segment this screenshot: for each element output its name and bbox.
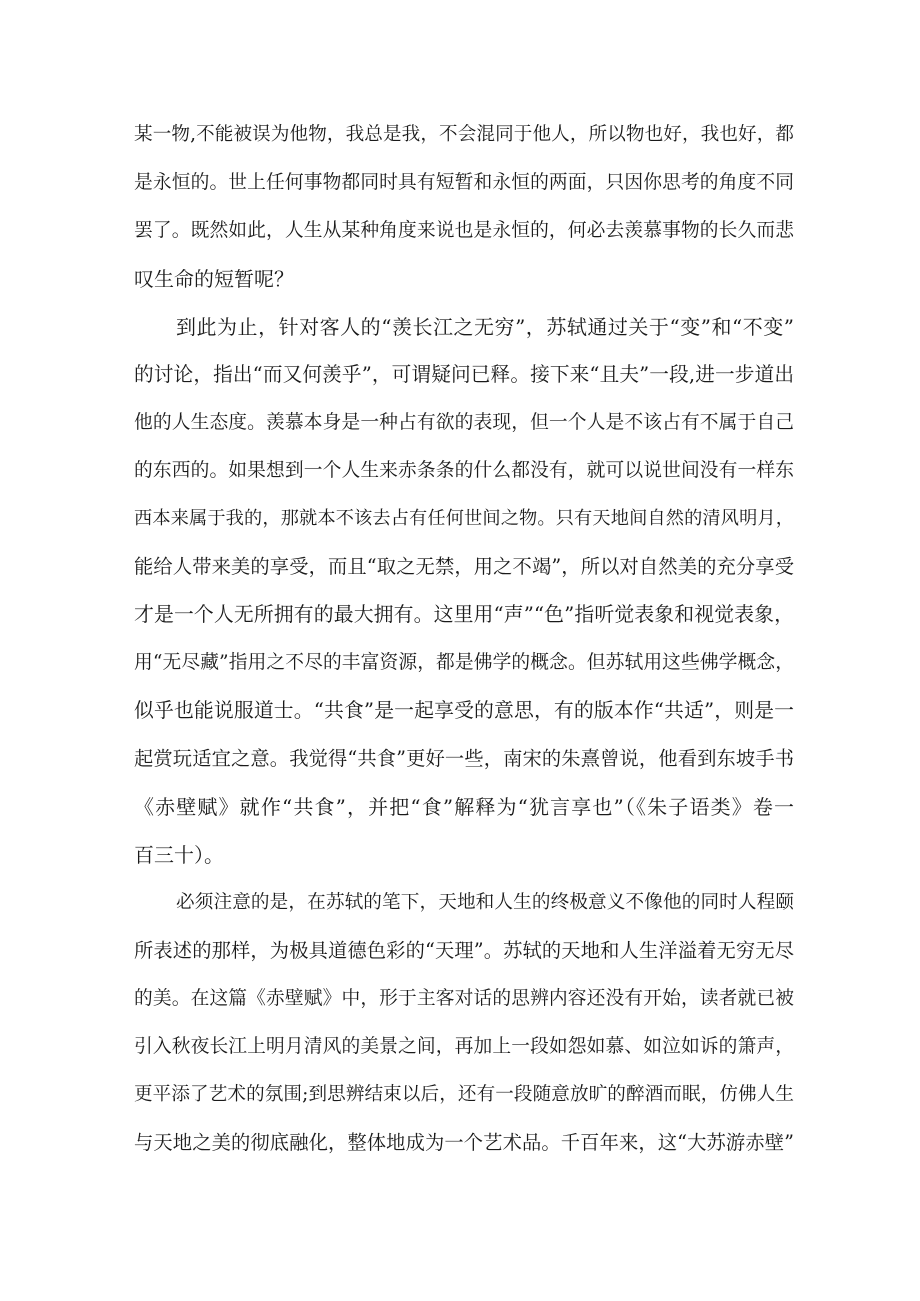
text-line: 更平添了艺术的氛围;到思辨结束以后，还有一段随意放旷的醉酒而眠，仿佛人生 xyxy=(134,1084,794,1105)
text-line: 的东西的。如果想到一个人生来赤条条的什么都没有，就可以说世间没有一样东 xyxy=(134,460,794,481)
text-line: 所表述的那样，为极具道德色彩的“天理”。苏轼的天地和人生洋溢着无穷无尽 xyxy=(134,939,794,962)
paragraph-first-line: 必须注意的是，在苏轼的笔下，天地和人生的终极意义不像他的同时人程颐 xyxy=(176,892,794,913)
text-line: 起赏玩适宜之意。我觉得“共食”更好一些，南宋的朱熹曾说，他看到东坡手书 xyxy=(134,747,794,770)
text-line: 才是一个人无所拥有的最大拥有。这里用“声”“色”指听觉表象和视觉表象， xyxy=(134,603,794,626)
text-line: 罢了。既然如此，人生从某种角度来说也是永恒的，何必去羡慕事物的长久而悲 xyxy=(134,220,794,241)
text-line: 叹生命的短暂呢？ xyxy=(134,267,294,291)
text-line: 百三十）。 xyxy=(134,843,224,867)
text-line: 的美。在这篇《赤壁赋》中，形于主客对话的思辨内容还没有开始，读者就已被 xyxy=(134,988,794,1009)
text-line: 《赤壁赋》就作“共食”，并把“食”解释为“犹言享也”（《朱子语类》卷一 xyxy=(134,795,794,819)
text-line: 的讨论，指出“而又何羡乎”，可谓疑问已释。接下来“且夫”一段,进一步道出 xyxy=(134,363,794,386)
paragraph-first-line: 到此为止，针对客人的“羡长江之无穷”，苏轼通过关于“变”和“不变” xyxy=(176,315,794,339)
text-line: 引入秋夜长江上明月清风的美景之间，再加上一段如怨如慕、如泣如诉的箫声， xyxy=(134,1036,794,1057)
text-line: 是永恒的。世上任何事物都同时具有短暂和永恒的两面，只因你思考的角度不同 xyxy=(134,172,794,193)
text-line: 他的人生态度。羡慕本身是一种占有欲的表现，但一个人是不该占有不属于自己 xyxy=(134,412,794,433)
text-line: 西本来属于我的，那就本不该去占有任何世间之物。只有天地间自然的清风明月， xyxy=(134,508,794,529)
text-line: 似乎也能说服道士。“共食”是一起享受的意思，有的版本作“共适”，则是一 xyxy=(134,699,794,722)
text-line: 与天地之美的彻底融化，整体地成为一个艺术品。千百年来，这“大苏游赤壁” xyxy=(134,1131,794,1154)
text-line: 某一物,不能被误为他物，我总是我，不会混同于他人，所以物也好，我也好，都 xyxy=(134,124,794,145)
text-line: 能给人带来美的享受，而且“取之无禁，用之不竭”，所以对自然美的充分享受 xyxy=(134,555,794,578)
text-line: 用“无尽藏”指用之不尽的丰富资源，都是佛学的概念。但苏轼用这些佛学概念， xyxy=(134,652,794,673)
